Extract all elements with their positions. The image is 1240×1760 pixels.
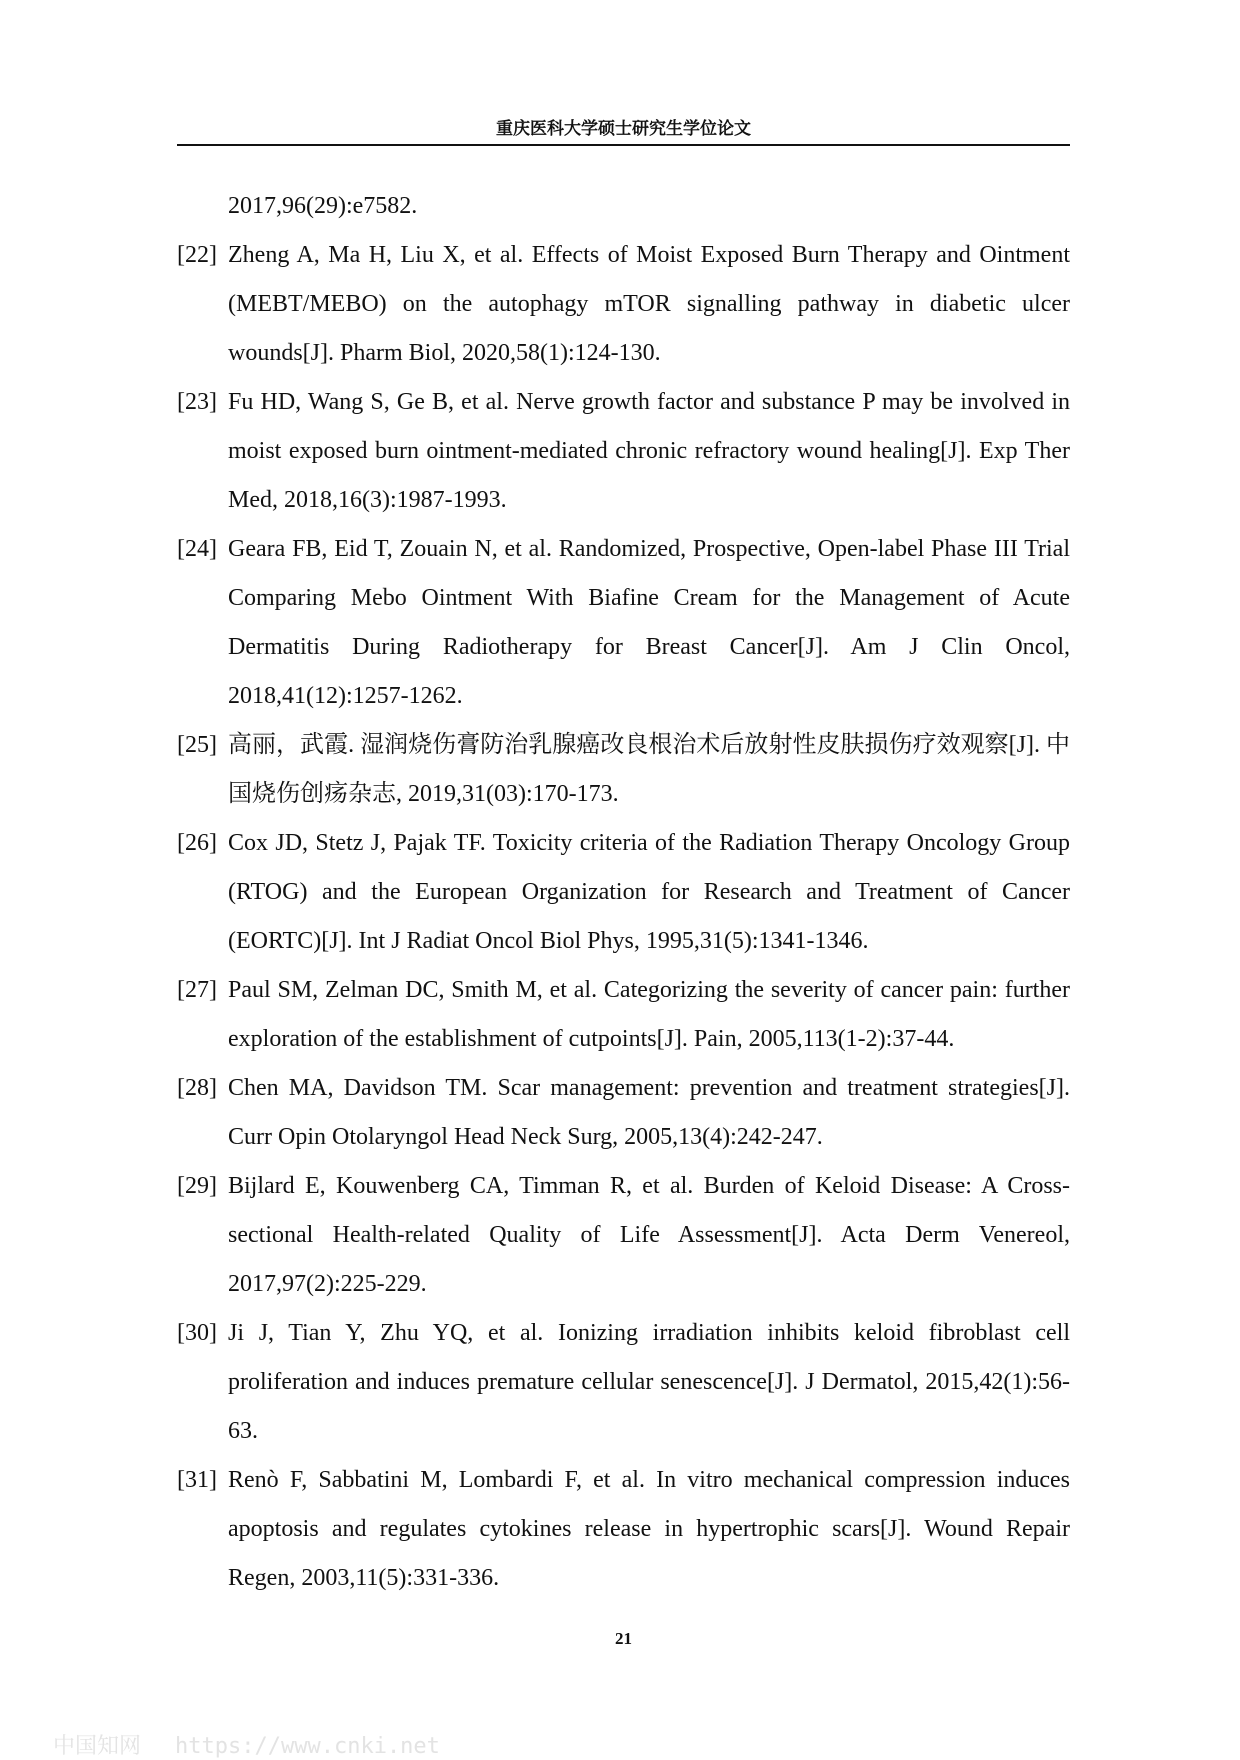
reference-number: [29]	[177, 1173, 217, 1199]
cnki-watermark	[42, 1703, 440, 1760]
reference-item	[177, 1064, 1070, 1162]
reference-number: [25]	[177, 732, 217, 758]
reference-text: Chen MA, Davidson TM. Scar management: prevention and treatment strategies[J]. Curr Opin Otolaryngol Head Neck Surg, 2005,13(4):242-247.	[228, 1075, 1070, 1150]
header-rule	[177, 144, 1070, 146]
reference-number: [23]	[177, 389, 217, 415]
reference-list	[177, 182, 1070, 1603]
reference-text: Zheng A, Ma H, Liu X, et al. Effects of Moist Exposed Burn Therapy and Ointment (MEBT/MEBO) on the autophagy mTOR signalling pathway in diabetic ulcer wounds[J]. Pharm Biol, 2020,58(1):124-130.	[228, 242, 1070, 366]
reference-item	[177, 378, 1070, 525]
watermark-brand: 中国知网	[53, 1734, 142, 1759]
reference-item	[177, 1309, 1070, 1456]
reference-number: [28]	[177, 1075, 217, 1101]
page-number: 21	[615, 1629, 632, 1648]
reference-continuation: 2017,96(29):e7582.	[228, 193, 418, 219]
reference-text: Renò F, Sabbatini M, Lombardi F, et al. In vitro mechanical compression induces apoptosis and regulates cytokines release in hypertrophic scars[J]. Wound Repair Regen, 2003,11(5):331-336.	[228, 1467, 1070, 1591]
reference-item	[177, 1456, 1070, 1603]
reference-text: Bijlard E, Kouwenberg CA, Timman R, et al. Burden of Keloid Disease: A Cross-sectional Health-related Quality of Life Assessment[J]. Acta Derm Venereol, 2017,97(2):225-229.	[228, 1173, 1070, 1297]
reference-text: Cox JD, Stetz J, Pajak TF. Toxicity criteria of the Radiation Therapy Oncology Group (RTOG) and the European Organization for Research and Treatment of Cancer (EORTC)[J]. Int J Radiat Oncol Biol Phys, 1995,31(5):1341-1346.	[228, 830, 1070, 954]
reference-number: [24]	[177, 536, 217, 562]
reference-item	[177, 525, 1070, 721]
reference-text: Paul SM, Zelman DC, Smith M, et al. Categorizing the severity of cancer pain: further exploration of the establishment of cutpoints[J]. Pain, 2005,113(1-2):37-44.	[228, 977, 1070, 1052]
page-header-title: 重庆医科大学硕士研究生学位论文	[496, 119, 751, 139]
reference-item	[177, 966, 1070, 1064]
reference-item	[177, 231, 1070, 378]
reference-number: [27]	[177, 977, 217, 1003]
reference-text: Ji J, Tian Y, Zhu YQ, et al. Ionizing irradiation inhibits keloid fibroblast cell proliferation and induces premature cellular senescence[J]. J Dermatol, 2015,42(1):56-63.	[228, 1320, 1070, 1444]
reference-item	[177, 1162, 1070, 1309]
watermark-url: https://www.cnki.net	[175, 1734, 440, 1759]
reference-text: Fu HD, Wang S, Ge B, et al. Nerve growth factor and substance P may be involved in moist exposed burn ointment-mediated chronic refractory wound healing[J]. Exp Ther Med, 2018,16(3):1987-1993.	[228, 389, 1070, 513]
reference-number: [22]	[177, 242, 217, 268]
reference-text: Geara FB, Eid T, Zouain N, et al. Randomized, Prospective, Open-label Phase III Trial Comparing Mebo Ointment With Biafine Cream for the Management of Acute Dermatitis During Radiotherapy for Breast Cancer[J]. Am J Clin Oncol, 2018,41(12):1257-1262.	[228, 536, 1070, 709]
reference-number: [30]	[177, 1320, 217, 1346]
reference-item	[177, 819, 1070, 966]
reference-number: [31]	[177, 1467, 217, 1493]
reference-number: [26]	[177, 830, 217, 856]
reference-text: 高丽，武霞. 湿润烧伤膏防治乳腺癌改良根治术后放射性皮肤损伤疗效观察[J]. 中国烧伤创疡杂志, 2019,31(03):170-173.	[228, 732, 1070, 807]
reference-item	[177, 721, 1070, 819]
